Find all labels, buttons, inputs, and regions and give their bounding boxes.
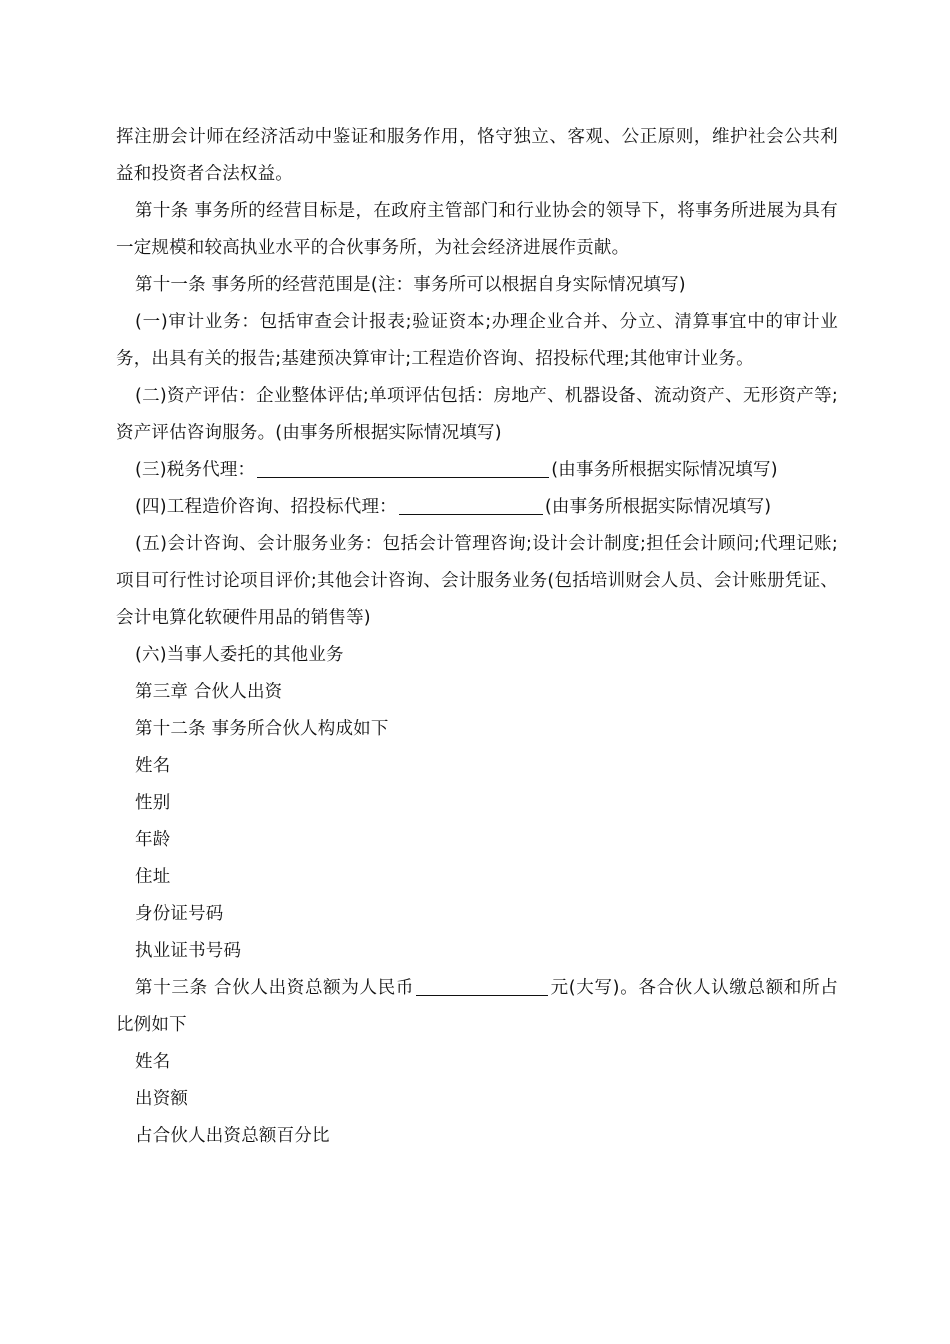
- article-thirteen-prefix: 第十三条 合伙人出资总额为人民币: [135, 978, 415, 998]
- article-eleven: 第十一条 事务所的经营范围是(注：事务所可以根据自身实际情况填写): [135, 275, 686, 295]
- partner-field-name: 姓名: [135, 756, 171, 776]
- partner-field-address: 住址: [135, 867, 171, 887]
- scope-other: (六)当事人委托的其他业务: [135, 645, 344, 665]
- scope-audit: (一)审计业务：包括审查会计报表;验证资本;办理企业合并、分立、清算事宜中的审计业务，出具有关的报告;基建预决算审计;工程造价咨询、招投标代理;其他审计业务。: [116, 312, 838, 369]
- tax-blank-field[interactable]: [257, 457, 549, 478]
- partner-field-license-number: 执业证书号码: [135, 941, 242, 961]
- engineering-label: (四)工程造价咨询、招投标代理：: [135, 497, 397, 517]
- article-ten: 第十条 事务所的经营目标是，在政府主管部门和行业协会的领导下，将事务所进展为具有一定规模和较高执业水平的合伙事务所，为社会经济进展作贡献。: [116, 201, 838, 258]
- engineering-blank-field[interactable]: [399, 494, 543, 515]
- paragraph-principles: 挥注册会计师在经济活动中鉴证和服务作用，恪守独立、客观、公正原则，维护社会公共利益和投资者合法权益。: [116, 127, 838, 184]
- scope-engineering: [116, 489, 838, 526]
- chapter-three-heading: 第三章 合伙人出资: [135, 682, 283, 702]
- article-thirteen-suffix: 元(大写)。各合伙人认缴总额和所占比例如下: [116, 978, 838, 1035]
- contribution-field-name: 姓名: [135, 1052, 171, 1072]
- scope-asset-valuation: (二)资产评估：企业整体评估;单项评估包括：房地产、机器设备、流动资产、无形资产等;资产评估咨询服务。(由事务所根据实际情况填写): [116, 386, 838, 443]
- contribution-field-percentage: 占合伙人出资总额百分比: [135, 1126, 330, 1146]
- capital-amount-blank-field[interactable]: [416, 975, 548, 996]
- document-body: [116, 119, 838, 1155]
- article-twelve: 第十二条 事务所合伙人构成如下: [135, 719, 389, 739]
- scope-accounting: (五)会计咨询、会计服务业务：包括会计管理咨询;设计会计制度;担任会计顾问;代理记账;项目可行性讨论项目评价;其他会计咨询、会计服务业务(包括培训财会人员、会计账册凭证、会计电算化软硬件用品的销售等): [116, 534, 838, 628]
- partner-field-id-number: 身份证号码: [135, 904, 224, 924]
- scope-tax-agency: [116, 452, 838, 489]
- tax-label: (三)税务代理：: [135, 460, 256, 480]
- tax-note: (由事务所根据实际情况填写): [551, 460, 778, 480]
- engineering-note: (由事务所根据实际情况填写): [544, 497, 772, 517]
- contribution-field-amount: 出资额: [135, 1089, 189, 1109]
- partner-field-gender: 性别: [135, 793, 171, 813]
- article-thirteen: [116, 970, 838, 1044]
- partner-field-age: 年龄: [135, 830, 171, 850]
